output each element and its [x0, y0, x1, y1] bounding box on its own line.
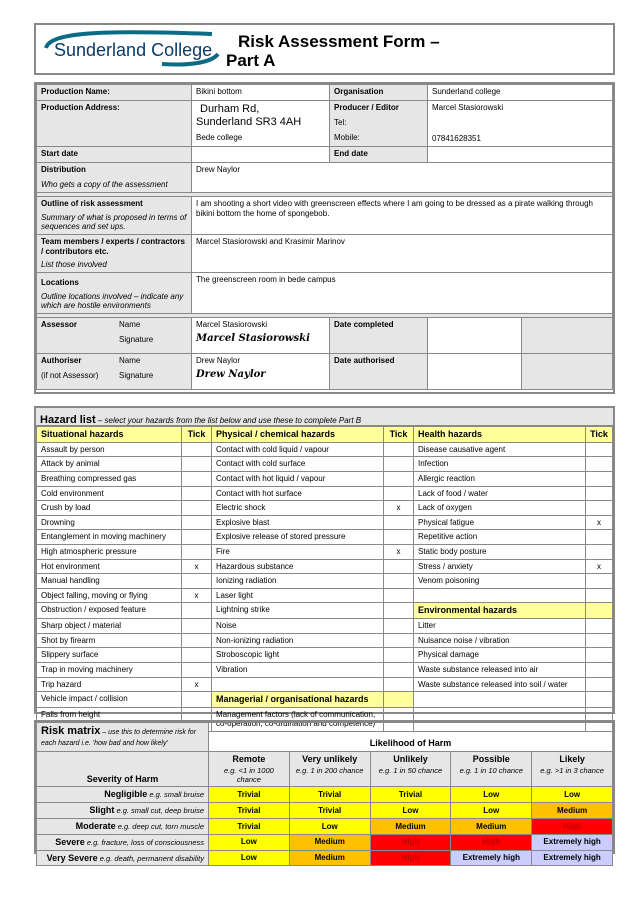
- situational-hazard: Drowning: [37, 515, 182, 530]
- situational-hazard: Assault by person: [37, 442, 182, 457]
- authoriser-name-word: Name: [119, 355, 141, 365]
- health-tick[interactable]: [586, 457, 613, 472]
- physical-hazard: Laser light: [212, 588, 384, 603]
- not-assessor-note: (if not Assessor): [41, 371, 99, 381]
- assessor-signature: Marcel Stasiorowski: [196, 333, 310, 345]
- physical-hazard: Stroboscopic light: [212, 648, 384, 663]
- address-line-2: Sunderland SR3 4AH: [196, 116, 302, 129]
- health-tick[interactable]: [586, 588, 613, 603]
- health-hazard: Stress / anxiety: [414, 559, 586, 574]
- physical-hazard: [212, 677, 384, 692]
- likelihood-example: e.g. 1 in 10 chance: [459, 766, 523, 776]
- severity-row-header: [37, 850, 209, 866]
- situational-hazard: Object falling, moving or flying: [37, 588, 182, 603]
- situational-hazard: Entanglement in moving machinery: [37, 530, 182, 545]
- situational-tick[interactable]: [182, 515, 212, 530]
- risk-level-cell: Trivial: [209, 818, 290, 834]
- hazard-table: [36, 426, 613, 732]
- health-tick[interactable]: [586, 633, 613, 648]
- situational-tick[interactable]: [182, 544, 212, 559]
- risk-level-cell: Extremely high: [451, 850, 532, 866]
- locations-sub: Outline locations involved – indicate any which are hostile environments: [41, 291, 184, 311]
- hazard-row: [37, 648, 613, 663]
- environmental-header: Environmental hazards: [414, 603, 586, 619]
- physical-hazard: Contact with hot liquid / vapour: [212, 471, 384, 486]
- physical-tick[interactable]: x: [384, 501, 414, 516]
- distribution-label-cell: [37, 163, 192, 193]
- likelihood-column-header: [209, 751, 290, 787]
- health-hazard: Allergic reaction: [414, 471, 586, 486]
- likelihood-header-row: [37, 751, 613, 787]
- outline-sub: Summary of what is proposed in terms of sequences and set ups.: [41, 212, 187, 232]
- severity-row-header: [37, 803, 209, 819]
- tick-header: Tick: [586, 427, 613, 443]
- end-date-value[interactable]: [428, 147, 613, 163]
- health-tick[interactable]: [586, 544, 613, 559]
- severity-row: [37, 850, 613, 866]
- mobile-value: 07841628351: [432, 133, 481, 143]
- health-tick[interactable]: [586, 471, 613, 486]
- physical-tick[interactable]: [384, 619, 414, 634]
- hazard-row: [37, 692, 613, 708]
- distribution-sub: Who gets a copy of the assessment: [41, 179, 168, 189]
- risk-level-cell: High: [451, 834, 532, 850]
- health-hazard: Static body posture: [414, 544, 586, 559]
- likelihood-column-header: [532, 751, 613, 787]
- physical-tick[interactable]: [384, 457, 414, 472]
- risk-matrix-table: [36, 722, 613, 866]
- health-tick[interactable]: [586, 692, 613, 708]
- physical-hazard: Lightning strike: [212, 603, 384, 619]
- physical-tick[interactable]: [384, 515, 414, 530]
- title-line-1: Risk Assessment Form –: [238, 32, 440, 51]
- severity-example: e.g. deep cut, torn muscle: [115, 821, 204, 831]
- health-hazard: Lack of food / water: [414, 486, 586, 501]
- physical-hazard: Hazardous substance: [212, 559, 384, 574]
- hazard-list-subtitle: – select your hazards from the list below and use these to complete Part B: [95, 416, 362, 425]
- likelihood-name: Likely: [559, 753, 585, 764]
- physical-hazard: Contact with hot surface: [212, 486, 384, 501]
- risk-level-cell: Trivial: [289, 787, 370, 803]
- situational-tick[interactable]: [182, 648, 212, 663]
- situational-header: Situational hazards: [37, 427, 182, 443]
- team-sub: List those involved: [41, 260, 107, 270]
- hazard-row: [37, 501, 613, 516]
- severity-row: [37, 803, 613, 819]
- college-logo: [42, 28, 222, 70]
- hazard-row: [37, 603, 613, 619]
- physical-tick[interactable]: [384, 442, 414, 457]
- address-line-3: Bede college: [196, 133, 243, 143]
- tick-header: Tick: [182, 427, 212, 443]
- physical-tick[interactable]: [384, 692, 414, 708]
- producer-labels: [330, 101, 428, 147]
- physical-hazard: Contact with cold surface: [212, 457, 384, 472]
- severity-name: Moderate: [75, 820, 116, 831]
- likelihood-example: e.g. 1 in 50 chance: [378, 766, 443, 776]
- distribution-label: Distribution: [41, 165, 86, 174]
- physical-hazard: Contact with cold liquid / vapour: [212, 442, 384, 457]
- hazard-list-section: [34, 406, 615, 729]
- hazard-row: [37, 574, 613, 589]
- severity-name: Severe: [55, 836, 85, 847]
- authoriser-signature: Drew Naylor: [196, 369, 266, 381]
- risk-matrix-title-cell: [37, 723, 209, 752]
- risk-level-cell: Low: [451, 787, 532, 803]
- health-hazard: Disease causative agent: [414, 442, 586, 457]
- risk-matrix-subtitle: – use this to determine risk for each hazard i.e. 'how bad and how likely': [41, 729, 197, 748]
- header-box: [34, 23, 615, 75]
- hazard-row: [37, 619, 613, 634]
- risk-level-cell: High: [370, 850, 451, 866]
- physical-hazard: Non-ionizing radiation: [212, 633, 384, 648]
- health-tick[interactable]: [586, 603, 613, 619]
- risk-level-cell: Medium: [451, 818, 532, 834]
- likelihood-column-header: [289, 751, 370, 787]
- risk-level-cell: Low: [451, 803, 532, 819]
- severity-row: [37, 834, 613, 850]
- hazard-list-title: Hazard list: [40, 414, 96, 426]
- health-tick[interactable]: [586, 619, 613, 634]
- tel-value: [432, 118, 608, 128]
- physical-hazard: Explosive blast: [212, 515, 384, 530]
- hazard-row: [37, 662, 613, 677]
- hazard-row: [37, 544, 613, 559]
- assessor-label: Assessor: [41, 319, 78, 329]
- hazard-row: [37, 559, 613, 574]
- production-section: [34, 82, 615, 394]
- severity-label: Severity of Harm: [37, 751, 209, 787]
- situational-tick[interactable]: [182, 501, 212, 516]
- producer-value: Marcel Stasiorowski: [432, 103, 504, 112]
- outline-label: Outline of risk assessment: [41, 199, 143, 208]
- health-header: Health hazards: [414, 427, 586, 443]
- risk-level-cell: Extremely high: [532, 834, 613, 850]
- severity-name: Slight: [89, 805, 115, 816]
- situational-tick[interactable]: [182, 442, 212, 457]
- hazard-row: [37, 633, 613, 648]
- risk-level-cell: Extremely high: [532, 850, 613, 866]
- physical-hazard: Noise: [212, 619, 384, 634]
- physical-header: Physical / chemical hazards: [212, 427, 384, 443]
- authoriser-label-cell: [37, 353, 192, 389]
- health-tick[interactable]: [586, 662, 613, 677]
- health-tick[interactable]: [586, 486, 613, 501]
- risk-matrix-section: [34, 720, 615, 863]
- risk-level-cell: Trivial: [370, 787, 451, 803]
- health-hazard: Physical damage: [414, 648, 586, 663]
- health-hazard: Physical fatigue: [414, 515, 586, 530]
- form-title: [226, 32, 440, 70]
- distribution-value[interactable]: Drew Naylor: [192, 163, 613, 193]
- severity-name: Negligible: [104, 789, 148, 800]
- situational-tick[interactable]: [182, 603, 212, 619]
- assessor-label-cell: [37, 317, 192, 353]
- mobile-label: Mobile:: [334, 133, 360, 143]
- hazard-row: [37, 486, 613, 501]
- hazard-row: [37, 471, 613, 486]
- team-value[interactable]: Marcel Stasiorowski and Krasimir Marinov: [192, 235, 613, 273]
- situational-tick[interactable]: [182, 574, 212, 589]
- blank-cell: [522, 317, 613, 353]
- situational-hazard: Falls from height: [37, 707, 182, 731]
- managerial-header: Managerial / organisational hazards: [212, 692, 384, 708]
- situational-hazard: Sharp object / material: [37, 619, 182, 634]
- situational-hazard: Slippery surface: [37, 648, 182, 663]
- risk-level-cell: High: [532, 818, 613, 834]
- physical-tick[interactable]: [384, 677, 414, 692]
- physical-tick[interactable]: [384, 471, 414, 486]
- physical-tick[interactable]: [384, 486, 414, 501]
- producer-label: Producer / Editor: [334, 103, 399, 112]
- risk-level-cell: Medium: [289, 834, 370, 850]
- situational-tick[interactable]: x: [182, 559, 212, 574]
- authoriser-name: Drew Naylor: [196, 355, 241, 365]
- situational-hazard: Breathing compressed gas: [37, 471, 182, 486]
- assessor-name-word: Name: [119, 319, 141, 329]
- hazard-row: [37, 677, 613, 692]
- situational-tick[interactable]: [182, 662, 212, 677]
- severity-row-header: [37, 818, 209, 834]
- locations-value[interactable]: The greenscreen room in bede campus: [192, 273, 613, 314]
- risk-level-cell: High: [370, 834, 451, 850]
- health-tick[interactable]: x: [586, 559, 613, 574]
- production-table: [36, 84, 613, 390]
- risk-level-cell: Trivial: [209, 787, 290, 803]
- likelihood-name: Remote: [232, 753, 266, 764]
- team-label: Team members / experts / contractors / contributors etc.: [41, 237, 185, 256]
- physical-tick[interactable]: [384, 633, 414, 648]
- production-address-value[interactable]: [192, 101, 330, 147]
- health-tick[interactable]: [586, 501, 613, 516]
- organisation-value[interactable]: Sunderland college: [428, 85, 613, 101]
- locations-label: Locations: [41, 278, 79, 287]
- situational-hazard: Trip hazard: [37, 677, 182, 692]
- risk-level-cell: Medium: [370, 818, 451, 834]
- hazard-row: [37, 442, 613, 457]
- situational-tick[interactable]: [182, 530, 212, 545]
- risk-level-cell: Trivial: [209, 803, 290, 819]
- health-hazard: Repetitive action: [414, 530, 586, 545]
- likelihood-example: e.g. >1 in 3 chance: [540, 766, 604, 776]
- likelihood-name: Unlikely: [393, 753, 428, 764]
- physical-tick[interactable]: [384, 574, 414, 589]
- blank-cell: [522, 353, 613, 389]
- hazard-row: [37, 530, 613, 545]
- health-hazard: Litter: [414, 619, 586, 634]
- production-name-label: Production Name:: [37, 85, 192, 101]
- hazard-row: [37, 457, 613, 472]
- risk-level-cell: Low: [289, 818, 370, 834]
- physical-hazard: Ionizing radiation: [212, 574, 384, 589]
- situational-tick[interactable]: [182, 457, 212, 472]
- likelihood-name: Very unlikely: [302, 753, 358, 764]
- health-hazard: Waste substance released into soil / water: [414, 677, 586, 692]
- severity-row-header: [37, 787, 209, 803]
- health-hazard: Venom poisoning: [414, 574, 586, 589]
- health-hazard: Nuisance noise / vibration: [414, 633, 586, 648]
- risk-level-cell: Low: [370, 803, 451, 819]
- severity-row: [37, 818, 613, 834]
- address-line-1: Durham Rd,: [200, 103, 260, 115]
- assessor-name: Marcel Stasiorowski: [196, 319, 268, 329]
- situational-tick[interactable]: x: [182, 588, 212, 603]
- severity-example: e.g. death, permanent disability: [97, 853, 204, 863]
- health-tick[interactable]: [586, 677, 613, 692]
- assessor-signature-word: Signature: [119, 335, 154, 345]
- physical-hazard: Fire: [212, 544, 384, 559]
- likelihood-example: e.g. <1 in 1000 chance: [223, 766, 274, 785]
- physical-tick[interactable]: [384, 530, 414, 545]
- production-address-label: Production Address:: [37, 101, 192, 147]
- severity-row-header: [37, 834, 209, 850]
- physical-tick[interactable]: [384, 603, 414, 619]
- health-hazard: Waste substance released into air: [414, 662, 586, 677]
- team-label-cell: [37, 235, 192, 273]
- severity-example: e.g. fracture, loss of consciousness: [84, 837, 204, 847]
- health-tick[interactable]: [586, 648, 613, 663]
- hazard-row: [37, 515, 613, 530]
- risk-level-cell: Medium: [289, 850, 370, 866]
- physical-tick[interactable]: [384, 662, 414, 677]
- physical-tick[interactable]: [384, 588, 414, 603]
- hazard-list-header: [36, 408, 613, 426]
- risk-level-cell: Low: [532, 787, 613, 803]
- likelihood-name: Possible: [472, 753, 510, 764]
- situational-hazard: Crush by load: [37, 501, 182, 516]
- production-name-value[interactable]: Bikini bottom: [192, 85, 330, 101]
- health-tick[interactable]: [586, 442, 613, 457]
- logo-text: Sunderland College: [54, 40, 213, 60]
- likelihood-example: e.g. 1 in 200 chance: [295, 766, 364, 776]
- risk-level-cell: Trivial: [289, 803, 370, 819]
- situational-hazard: Obstruction / exposed feature: [37, 603, 182, 619]
- health-tick[interactable]: [586, 530, 613, 545]
- likelihood-column-header: [451, 751, 532, 787]
- physical-hazard: Vibration: [212, 662, 384, 677]
- authoriser-label: Authoriser: [41, 355, 82, 365]
- situational-tick[interactable]: [182, 692, 212, 708]
- outline-value[interactable]: I am shooting a short video with greenscreen effects where I am going to be dressed as a pirate walking through bikini bottom the home of spongebob.: [192, 197, 613, 235]
- physical-hazard: Electric shock: [212, 501, 384, 516]
- assessor-value-cell[interactable]: [192, 317, 330, 353]
- hazard-row: [37, 588, 613, 603]
- situational-tick[interactable]: x: [182, 677, 212, 692]
- risk-matrix-title: Risk matrix: [41, 725, 101, 737]
- authoriser-signature-word: Signature: [119, 371, 154, 381]
- organisation-label: Organisation: [330, 85, 428, 101]
- severity-example: e.g. small cut, deep bruise: [114, 806, 204, 816]
- start-date-label: Start date: [37, 147, 192, 163]
- outline-label-cell: [37, 197, 192, 235]
- severity-name: Very Severe: [46, 852, 98, 863]
- health-tick[interactable]: [586, 574, 613, 589]
- health-tick[interactable]: x: [586, 515, 613, 530]
- situational-hazard: Cold environment: [37, 486, 182, 501]
- date-completed-label: Date completed: [330, 317, 428, 353]
- situational-hazard: Manual handling: [37, 574, 182, 589]
- physical-tick[interactable]: [384, 648, 414, 663]
- likelihood-column-header: [370, 751, 451, 787]
- situational-tick[interactable]: [182, 471, 212, 486]
- situational-tick[interactable]: [182, 619, 212, 634]
- health-hazard: [414, 692, 586, 708]
- likelihood-label: Likelihood of Harm: [209, 723, 613, 752]
- date-authorised-label: Date authorised: [330, 353, 428, 389]
- producer-values[interactable]: [428, 101, 613, 147]
- situational-hazard: Vehicle impact / collision: [37, 692, 182, 708]
- locations-label-cell: [37, 273, 192, 314]
- tick-header: Tick: [384, 427, 414, 443]
- health-hazard: Infection: [414, 457, 586, 472]
- physical-hazard: Explosive release of stored pressure: [212, 530, 384, 545]
- date-authorised-value[interactable]: [428, 353, 522, 389]
- physical-tick[interactable]: x: [384, 544, 414, 559]
- situational-hazard: Trap in moving machinery: [37, 662, 182, 677]
- date-completed-value[interactable]: [428, 317, 522, 353]
- title-line-2: Part A: [226, 51, 276, 70]
- situational-hazard: Hot environment: [37, 559, 182, 574]
- risk-level-cell: Medium: [532, 803, 613, 819]
- situational-hazard: Attack by animal: [37, 457, 182, 472]
- tel-label: Tel:: [334, 117, 347, 127]
- situational-tick[interactable]: [182, 486, 212, 501]
- physical-tick[interactable]: [384, 559, 414, 574]
- end-date-label: End date: [330, 147, 428, 163]
- health-hazard: [414, 588, 586, 603]
- severity-row: [37, 787, 613, 803]
- risk-level-cell: Low: [209, 834, 290, 850]
- situational-hazard: Shot by firearm: [37, 633, 182, 648]
- situational-tick[interactable]: [182, 633, 212, 648]
- authoriser-value-cell[interactable]: [192, 353, 330, 389]
- risk-level-cell: Low: [209, 850, 290, 866]
- physical-hazard: Management factors (lack of communication, co-operation, co-ordination and competence): [212, 707, 384, 731]
- start-date-value[interactable]: [192, 147, 330, 163]
- severity-example: e.g. small bruise: [147, 790, 204, 800]
- situational-hazard: High atmospheric pressure: [37, 544, 182, 559]
- health-hazard: Lack of oxygen: [414, 501, 586, 516]
